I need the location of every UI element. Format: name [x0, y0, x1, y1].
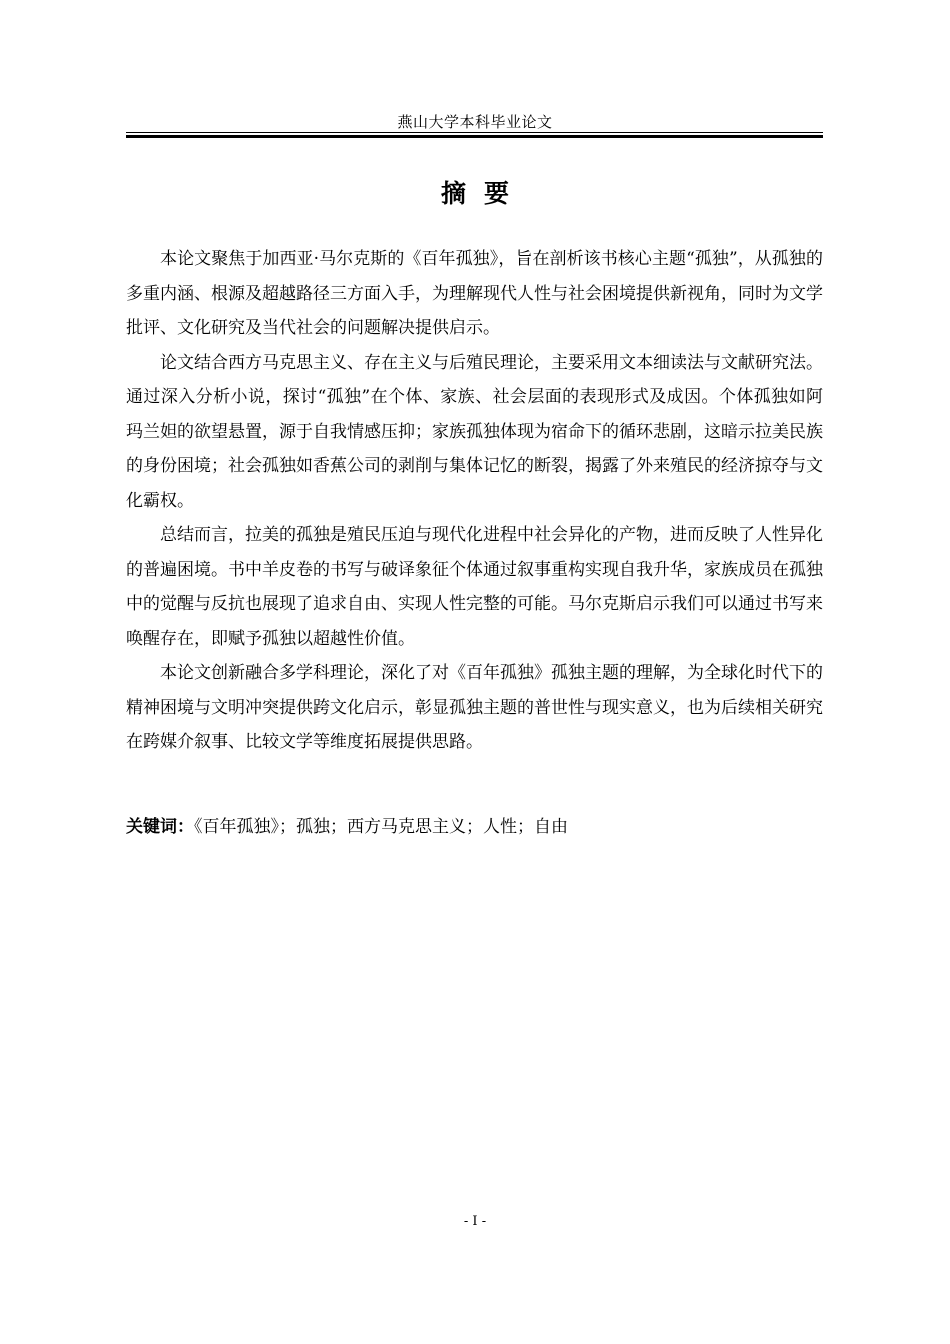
abstract-heading: 摘要	[440, 179, 527, 208]
abstract-paragraph-2: 论文结合西方马克思主义、存在主义与后殖民理论，主要采用文本细读法与文献研究法。通过深入分析小说，探讨“孤独”在个体、家族、社会层面的表现形式及成因。个体孤独如阿玛兰妲的欲望悬置，源于自我情感压抑；家族孤独体现为宿命下的循环悲剧，这暗示拉美民族的身份困境；社会孤独如香蕉公司的剥削与集体记忆的断裂，揭露了外来殖民的经济掠夺与文化霸权。	[126, 352, 823, 511]
abstract-body	[126, 242, 823, 760]
abstract-paragraph-3: 总结而言，拉美的孤独是殖民压迫与现代化进程中社会异化的产物，进而反映了人性异化的普遍困境。书中羊皮卷的书写与破译象征个体通过叙事重构实现自我升华，家族成员在孤独中的觉醒与反抗也展现了追求自由、实现人性完整的可能。马尔克斯启示我们可以通过书写来唤醒存在，即赋予孤独以超越性价值。	[126, 525, 823, 649]
page-number: - I -	[463, 1214, 487, 1229]
keywords-value: 《百年孤独》；孤独；西方马克思主义；人性；自由	[194, 817, 568, 837]
running-header-title: 燕山大学本科毕业论文	[397, 113, 553, 131]
abstract-paragraph-4: 本论文创新融合多学科理论，深化了对《百年孤独》孤独主题的理解，为全球化时代下的精神困境与文明冲突提供跨文化启示，彰显孤独主题的普世性与现实意义，也为后续相关研究在跨媒介叙事、比较文学等维度拓展提供思路。	[126, 663, 823, 752]
abstract-paragraph-1: 本论文聚焦于加西亚·马尔克斯的《百年孤独》，旨在剖析该书核心主题“孤独”，从孤独的多重内涵、根源及超越路径三方面入手，为理解现代人性与社会困境提供新视角，同时为文学批评、文化研究及当代社会的问题解决提供启示。	[126, 249, 823, 338]
keywords-line	[126, 812, 823, 842]
keywords-label: 关键词：	[126, 817, 194, 837]
header-rule-thin	[126, 132, 823, 133]
header-rule-thick	[126, 135, 823, 138]
